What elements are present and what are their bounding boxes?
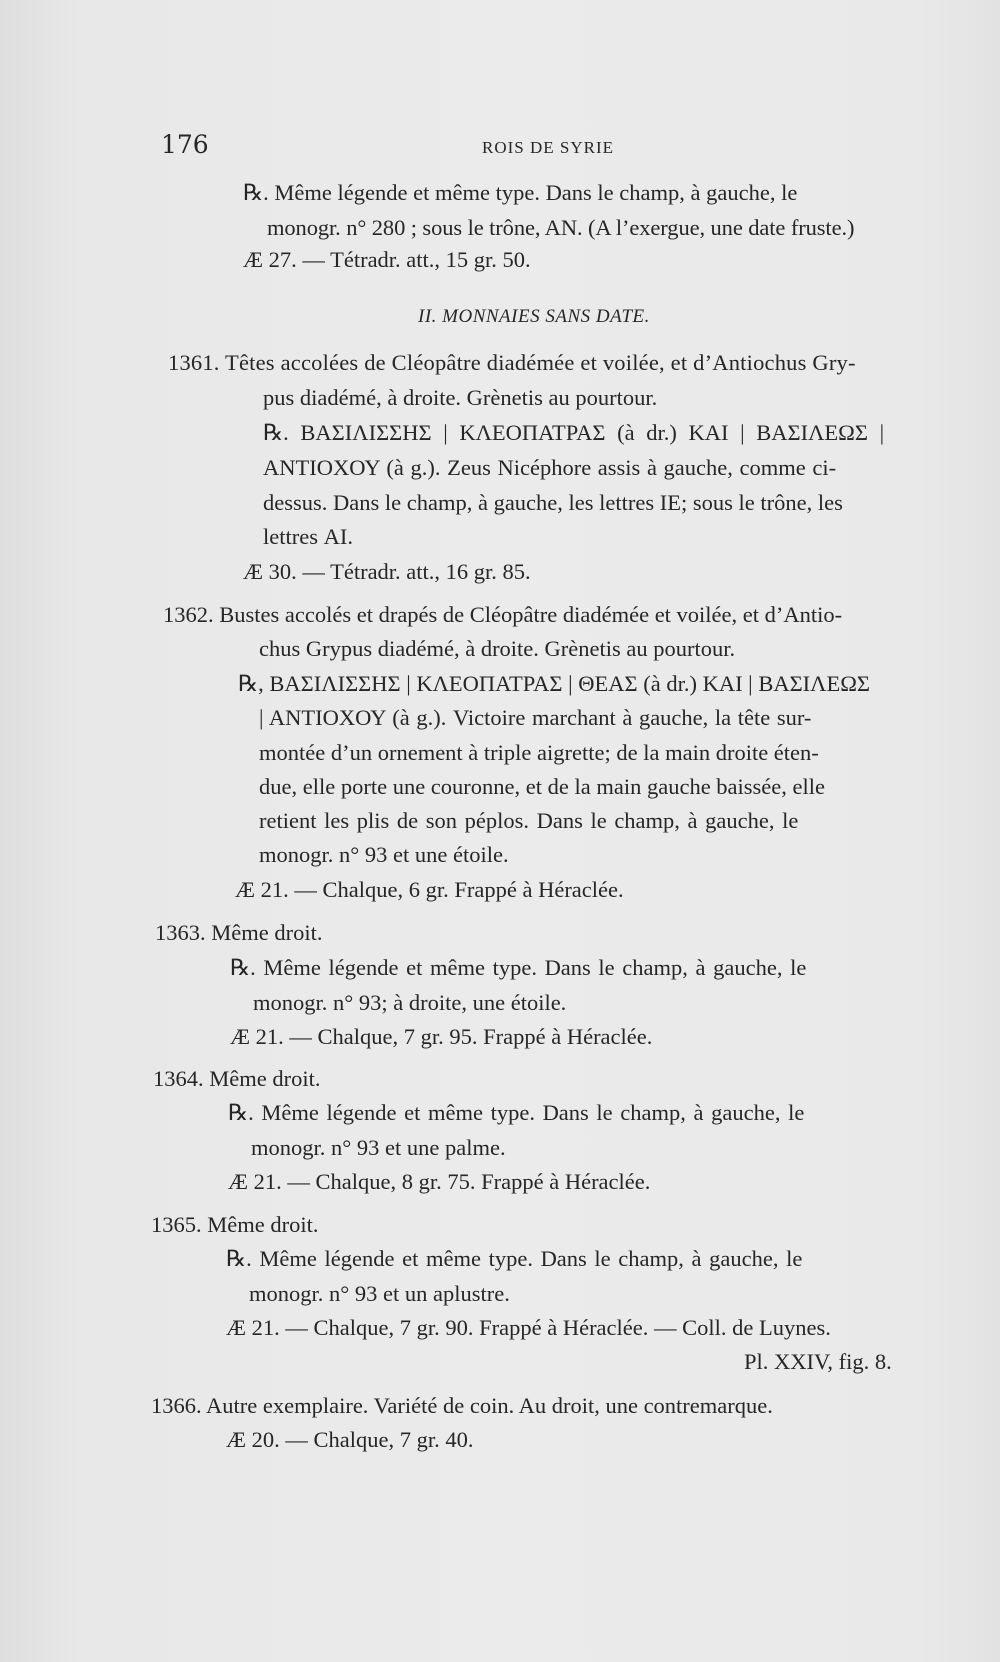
page-number: 176	[161, 130, 209, 159]
entry-1363-reverse: ℞. Même légende et même type. Dans le champ, à gauche, le	[230, 955, 807, 980]
plate-reference: Pl. XXIV, fig. 8.	[744, 1349, 892, 1374]
text-line: chus Grypus diadémé, à droite. Grènetis au pourtour.	[259, 636, 736, 661]
entry-1365-weight: Æ 21. — Chalque, 7 gr. 90. Frappé à Héraclée. — Coll. de Luynes.	[226, 1315, 831, 1340]
text-line: dessus. Dans le champ, à gauche, les lettres ΙΕ; sous le trône, les	[263, 490, 843, 515]
entry-1364-weight: Æ 21. — Chalque, 8 gr. 75. Frappé à Héraclée.	[228, 1169, 651, 1194]
entry-1361-weight: Æ 30. — Tétradr. att., 16 gr. 85.	[243, 559, 531, 584]
page-header	[0, 130, 1000, 170]
text-line: | ΑΝΤΙΟΧΟΥ (à g.). Victoire marchant à gauche, la tête sur-	[259, 705, 812, 730]
running-title: ROIS DE SYRIE	[482, 138, 615, 157]
text-line: monogr. n° 280 ; sous le trône, AN. (A l’exergue, une date fruste.)	[267, 215, 855, 240]
entry-1366-weight: Æ 20. — Chalque, 7 gr. 40.	[226, 1427, 474, 1452]
entry-1364-reverse: ℞. Même légende et même type. Dans le champ, à gauche, le	[228, 1100, 805, 1125]
entry-1362-weight: Æ 21. — Chalque, 6 gr. Frappé à Héraclée.	[235, 877, 624, 902]
entry-1362-obverse: 1362. Bustes accolés et drapés de Cléopâtre diadémée et voilée, et d’Antio-	[163, 602, 843, 627]
entry-1364-obverse: 1364. Même droit.	[153, 1066, 321, 1091]
text-line: due, elle porte une couronne, et de la main gauche baissée, elle	[259, 774, 826, 799]
entry-1362-reverse: ℞, ΒΑΣΙΛΙΣΣΗΣ | ΚΛΕΟΠΑΤΡΑΣ | ΘΕΑΣ (à dr.) ΚΑΙ | ΒΑΣΙΛΕΩΣ	[238, 671, 871, 696]
section-heading: II. MONNAIES SANS DATE.	[418, 306, 650, 327]
text-line: retient les plis de son péplos. Dans le champ, à gauche, le	[259, 808, 799, 833]
text-line: ℞. Même légende et même type. Dans le champ, à gauche, le	[243, 180, 798, 205]
text-line: monogr. n° 93 et une palme.	[251, 1135, 506, 1160]
entry-1361-obverse: 1361. Têtes accolées de Cléopâtre diadémée et voilée, et d’Antiochus Gry-	[168, 350, 856, 375]
entry-1361-reverse: ℞. ΒΑΣΙΛΙΣΣΗΣ | ΚΛΕΟΠΑΤΡΑΣ (à dr.) ΚΑΙ | ΒΑΣΙΛΕΩΣ |	[263, 420, 885, 445]
text-line: lettres ΑΙ.	[263, 524, 353, 549]
entry-1363-obverse: 1363. Même droit.	[155, 920, 323, 945]
text-line: monogr. n° 93 et une étoile.	[259, 842, 509, 867]
text-line: monogr. n° 93 et un aplustre.	[249, 1281, 510, 1306]
entry-1365-reverse: ℞. Même légende et même type. Dans le champ, à gauche, le	[226, 1246, 803, 1271]
text-line: montée d’un ornement à triple aigrette; de la main droite éten-	[259, 740, 819, 765]
entry-1366-obverse: 1366. Autre exemplaire. Variété de coin. Au droit, une contremarque.	[151, 1393, 773, 1418]
text-line: ΑΝΤΙΟΧΟΥ (à g.). Zeus Nicéphore assis à gauche, comme ci-	[263, 455, 837, 480]
entry-1365-obverse: 1365. Même droit.	[151, 1212, 319, 1237]
text-line: Æ 27. — Tétradr. att., 15 gr. 50.	[243, 247, 531, 272]
entry-1363-weight: Æ 21. — Chalque, 7 gr. 95. Frappé à Héraclée.	[230, 1024, 653, 1049]
text-line: monogr. n° 93; à droite, une étoile.	[253, 990, 567, 1015]
text-line: pus diadémé, à droite. Grènetis au pourtour.	[263, 385, 658, 410]
